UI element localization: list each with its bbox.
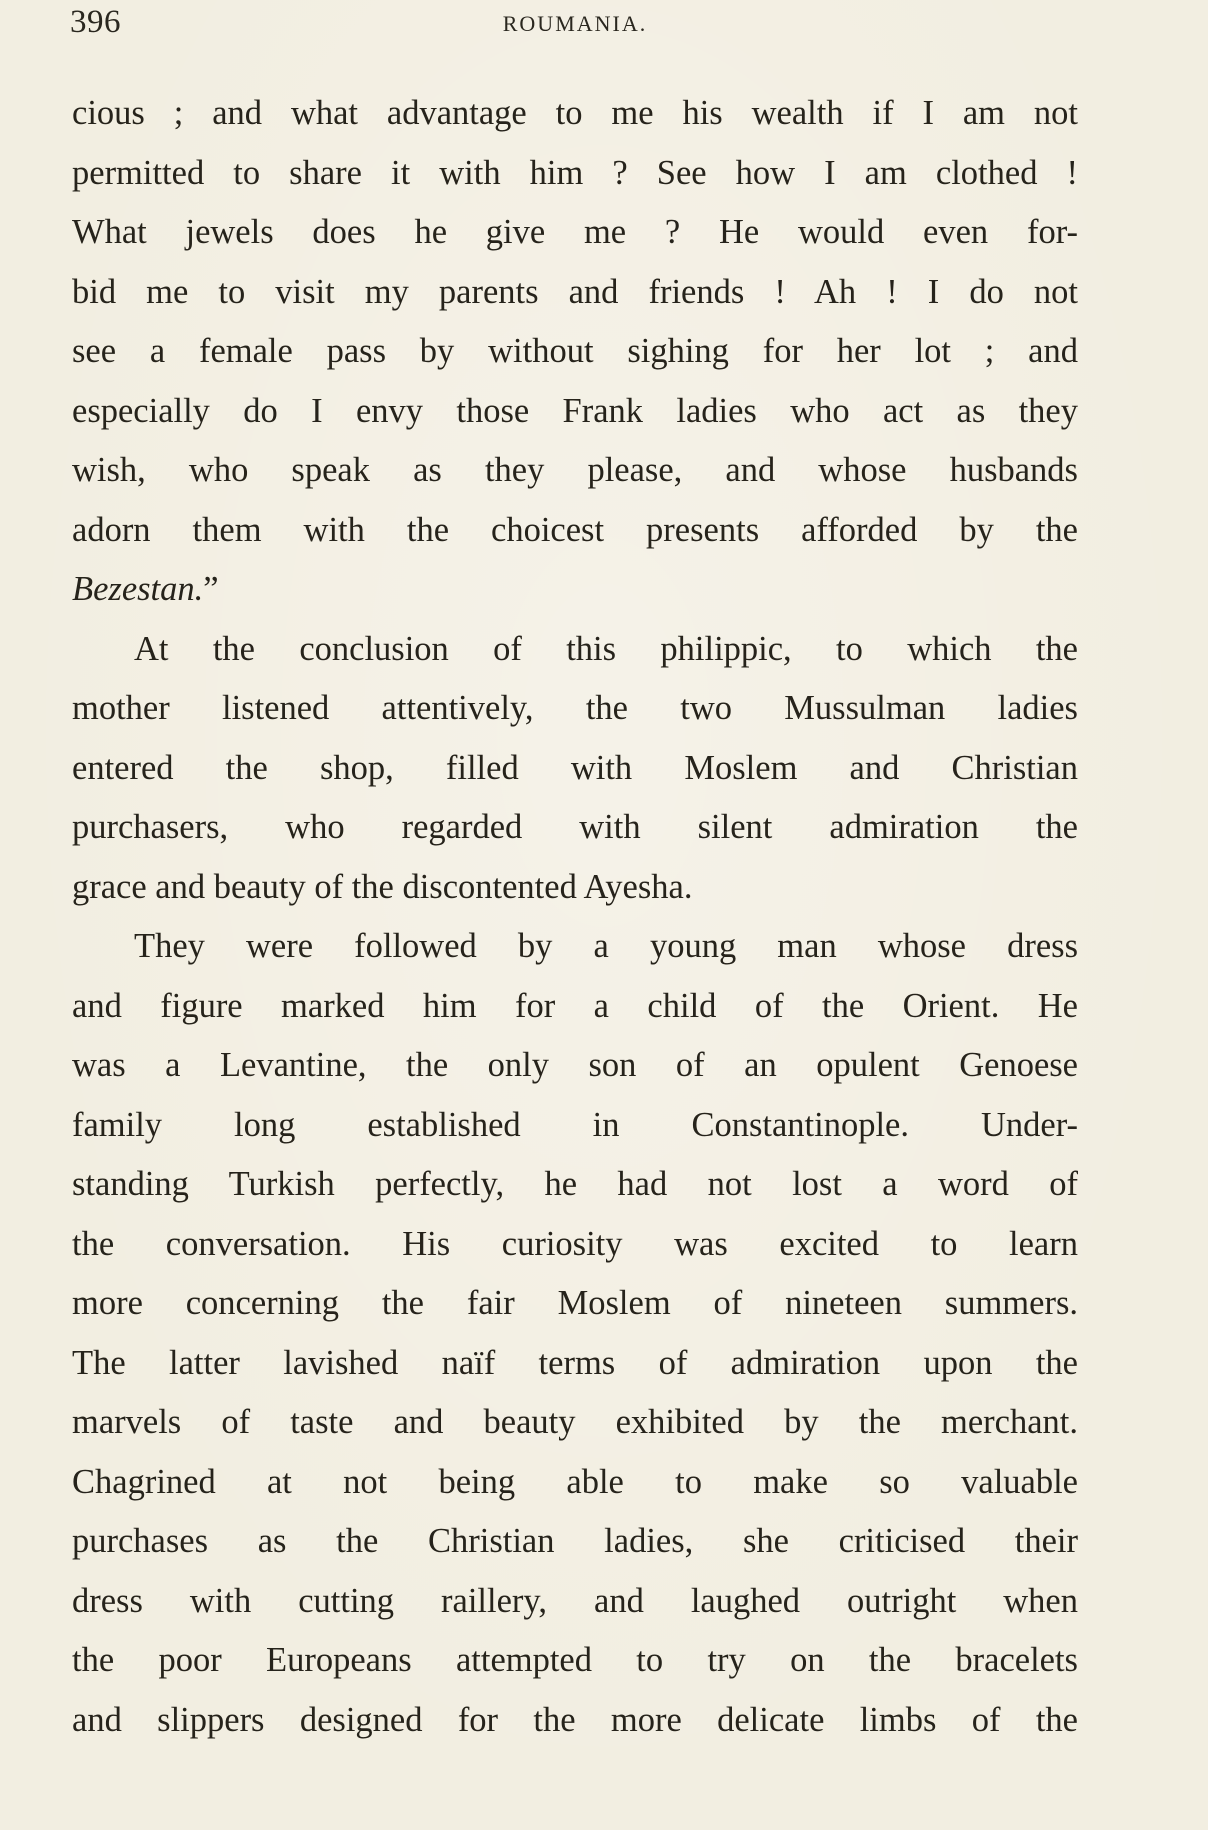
text-line: mother listened attentively, the two Mussulman ladies bbox=[72, 689, 1078, 727]
text-line: grace and beauty of the discontented Ayesha. bbox=[72, 867, 693, 906]
text-line: standing Turkish perfectly, he had not lost a word of bbox=[72, 1165, 1078, 1203]
text-line: the poor Europeans attempted to try on the bracelets bbox=[72, 1641, 1078, 1679]
text-line: was a Levantine, the only son of an opulent Genoese bbox=[72, 1046, 1078, 1084]
text-line: especially do I envy those Frank ladies who act as they bbox=[72, 391, 1078, 430]
text-line: The latter lavished naïf terms of admiration upon the bbox=[72, 1343, 1078, 1382]
text-line: see a female pass by without sighing for her lot ; and bbox=[72, 332, 1078, 370]
text-line: family long established in Constantinople. Under- bbox=[72, 1105, 1078, 1144]
italic-word: Bezestan. bbox=[72, 570, 204, 608]
text-line: and figure marked him for a child of the Orient. He bbox=[72, 986, 1078, 1025]
text-line-bezestan bbox=[72, 560, 1078, 620]
text-line: permitted to share it with him ? See how I am clothed ! bbox=[72, 153, 1078, 192]
text-line: more concerning the fair Moslem of nineteen summers. bbox=[72, 1284, 1078, 1322]
text-line: purchasers, who regarded with silent admiration the bbox=[72, 808, 1078, 846]
closing-quote: ” bbox=[203, 570, 219, 608]
running-head bbox=[70, 0, 1080, 48]
text-line: wish, who speak as they please, and whose husbands bbox=[72, 451, 1078, 489]
page-number: 396 bbox=[70, 4, 121, 40]
text-line: bid me to visit my parents and friends ! Ah ! I do not bbox=[72, 272, 1078, 311]
text-line: marvels of taste and beauty exhibited by the merchant. bbox=[72, 1403, 1078, 1441]
paragraph-start: They were followed by a young man whose dress bbox=[134, 927, 1078, 965]
text-line: What jewels does he give me ? He would even for- bbox=[72, 213, 1078, 251]
text-line: adorn them with the choicest presents afforded by the bbox=[72, 510, 1078, 549]
text-line: the conversation. His curiosity was excited to learn bbox=[72, 1224, 1078, 1263]
paragraph-start: At the conclusion of this philippic, to which the bbox=[134, 629, 1078, 668]
text-line: Chagrined at not being able to make so valuable bbox=[72, 1462, 1078, 1501]
text-line: cious ; and what advantage to me his wealth if I am not bbox=[72, 94, 1078, 132]
running-title: ROUMANIA. bbox=[502, 11, 648, 36]
text-line: entered the shop, filled with Moslem and Christian bbox=[72, 748, 1078, 787]
body-text bbox=[72, 84, 1078, 1750]
text-line: and slippers designed for the more delicate limbs of the bbox=[72, 1700, 1078, 1739]
text-line: purchases as the Christian ladies, she criticised their bbox=[72, 1522, 1078, 1560]
text-line: dress with cutting raillery, and laughed outright when bbox=[72, 1581, 1078, 1620]
